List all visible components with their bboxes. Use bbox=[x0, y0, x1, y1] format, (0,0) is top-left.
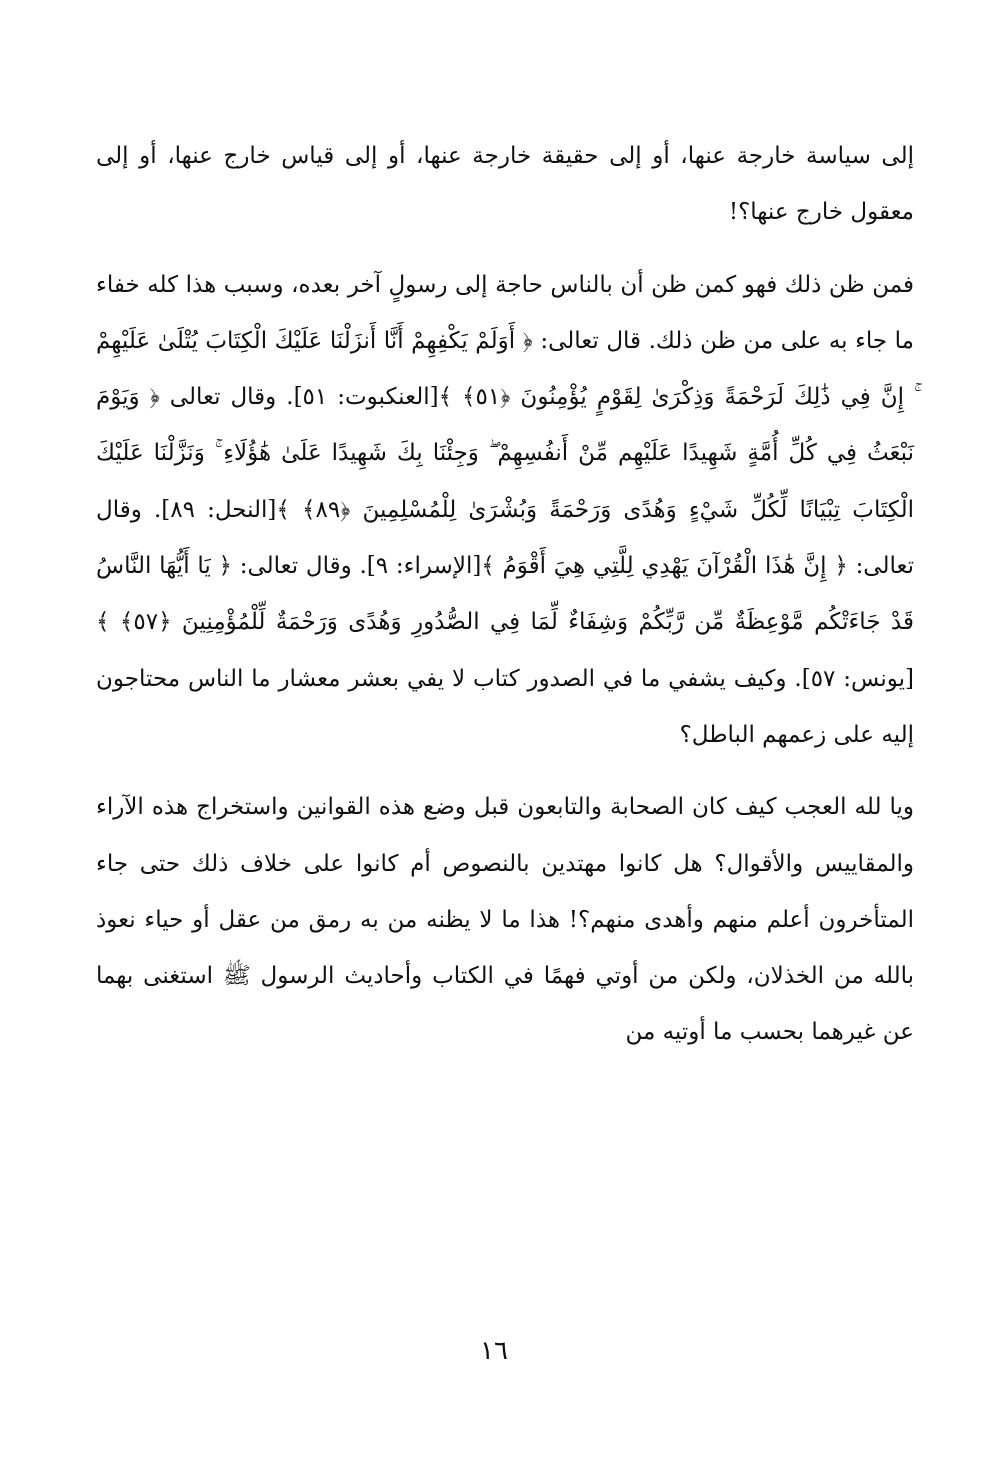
page-body bbox=[96, 128, 914, 1061]
paragraph-1: إلى سياسة خارجة عنها، أو إلى حقيقة خارجة عنها، أو إلى قياس خارج عنها، أو إلى معقول خارج عنها؟! bbox=[96, 143, 915, 226]
paragraph-3: ويا لله العجب كيف كان الصحابة والتابعون قبل وضع هذه القوانين واستخراج هذه الآراء والمقاييس والأقوال؟ هل كانوا مهتدين بالنصوص أم كانوا على خلاف ذلك حتى جاء المتأخرون أعلم منهم وأهدى منهم؟! هذا ما لا يظنه من به رمق من عقل أو حياء نعوذ بالله من الخذلان، ولكن من أوتي فهمًا في الكتاب وأحاديث الرسول ﷺ استغنى بهما عن غيرهما بحسب ما أوتيه من bbox=[96, 794, 914, 1046]
paragraph-2: فمن ظن ذلك فهو كمن ظن أن بالناس حاجة إلى رسولٍ آخر بعده، وسبب هذا كله خفاء ما جاء به على من ظن ذلك. قال تعالى: ﴿ أَوَلَمْ يَكْفِهِمْ أَنَّا أَنزَلْنَا عَلَيْكَ الْكِتَابَ يُتْلَىٰ عَلَيْهِمْ ۚ إِنَّ فِي ذَٰلِكَ لَرَحْمَةً وَذِكْرَىٰ لِقَوْمٍ يُؤْمِنُونَ ﴿٥١﴾ ﴾[العنكبوت: ٥١]. وقال تعالى ﴿ وَيَوْمَ نَبْعَثُ فِي كُلِّ أُمَّةٍ شَهِيدًا عَلَيْهِم مِّنْ أَنفُسِهِمْ ۖ وَجِئْنَا بِكَ شَهِيدًا عَلَىٰ هَٰؤُلَاءِ ۚ وَنَزَّلْنَا عَلَيْكَ الْكِتَابَ تِبْيَانًا لِّكُلِّ شَيْءٍ وَهُدًى وَرَحْمَةً وَبُشْرَىٰ لِلْمُسْلِمِينَ ﴿٨٩﴾ ﴾[النحل: ٨٩]. وقال تعالى: ﴿ إِنَّ هَٰذَا الْقُرْآنَ يَهْدِي لِلَّتِي هِيَ أَقْوَمُ ﴾[الإسراء: ٩]. وقال تعالى: ﴿ يَا أَيُّهَا النَّاسُ قَدْ جَاءَتْكُم مَّوْعِظَةٌ مِّن رَّبِّكُمْ وَشِفَاءٌ لِّمَا فِي الصُّدُورِ وَهُدًى وَرَحْمَةٌ لِّلْمُؤْمِنِينَ ﴿٥٧﴾ ﴾[يونس: ٥٧]. وكيف يشفي ما في الصدور كتاب لا يفي بعشر معشار ما الناس محتاجون إليه على زعمهم الباطل؟ bbox=[96, 271, 915, 748]
page-number: ١٦ bbox=[480, 1336, 508, 1366]
